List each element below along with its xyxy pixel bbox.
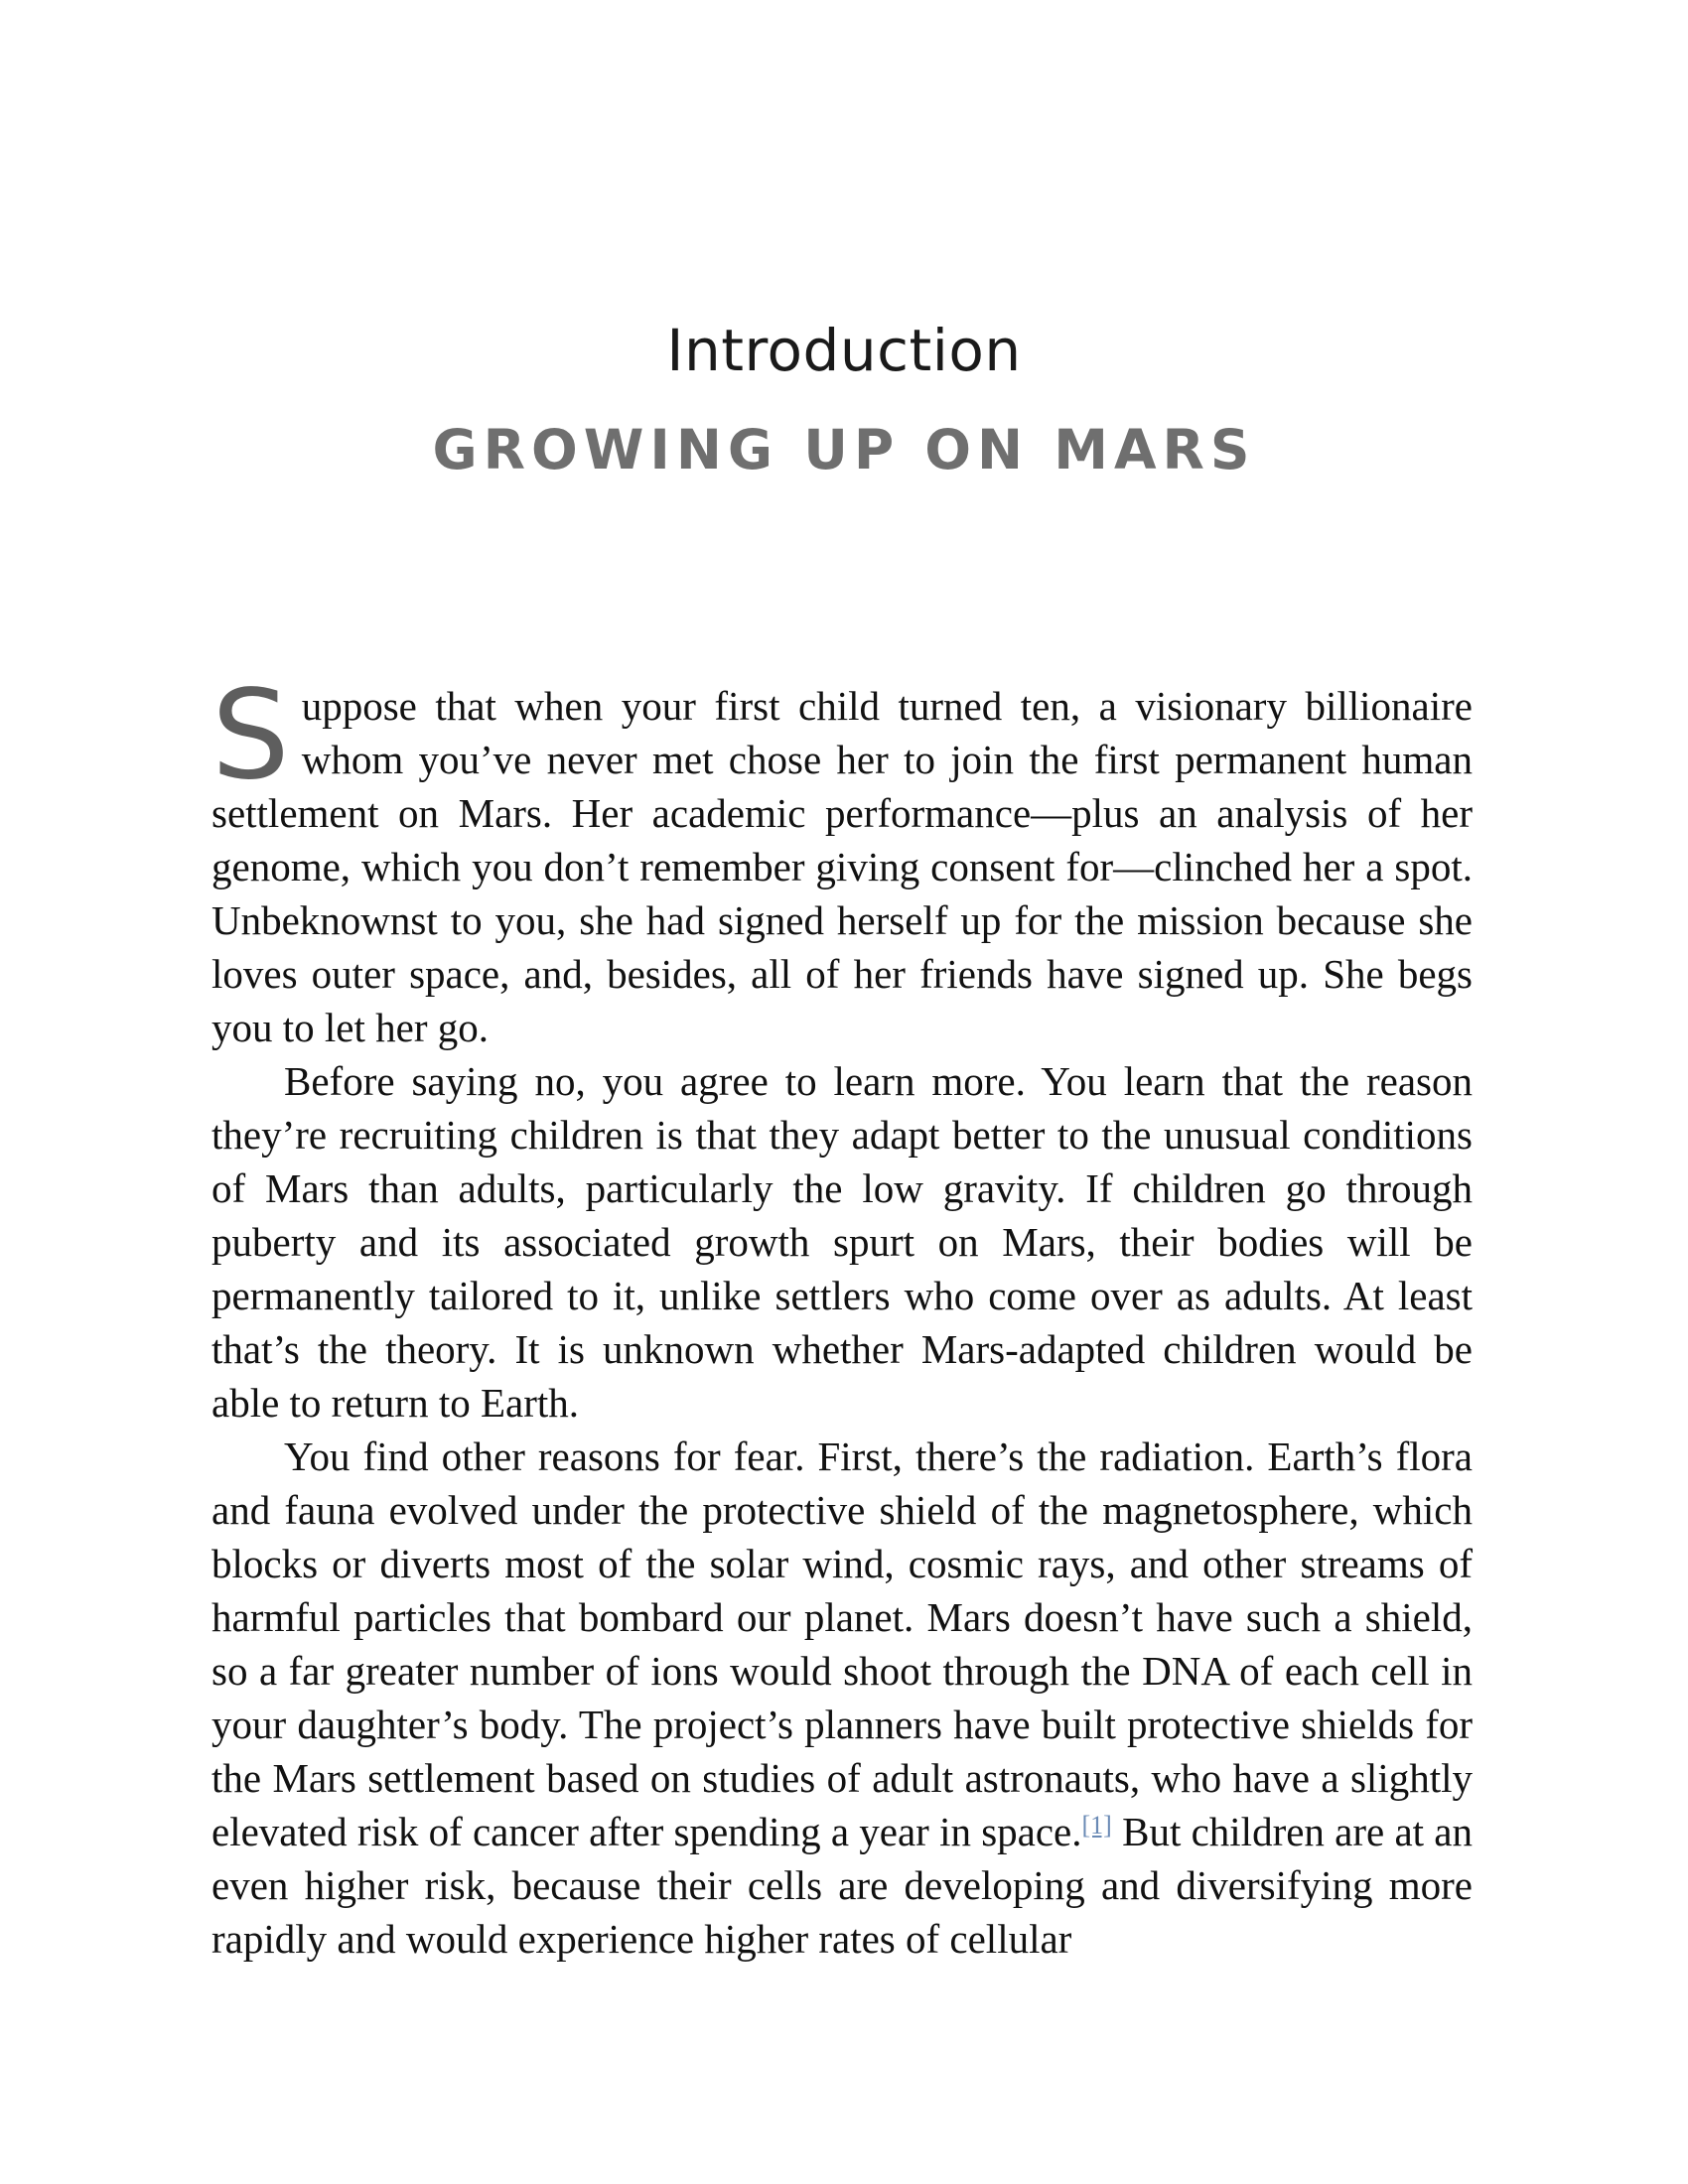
chapter-label: Introduction xyxy=(666,317,1022,384)
paragraph-1-text: uppose that when your first child turned ten, a visionary billionaire whom you’ve never met chose her to join the first permanent human settlement on Mars. Her academic performance—plus an analysis of her genome, which you don’t remember giving consent for—clinched her a spot. Unbeknownst to you, she had signed herself up for the mission because she loves outer space, and, besides, all of her friends have signed up. She begs you to let her go. xyxy=(211,683,1473,1050)
paragraph-3 xyxy=(211,1430,1473,1966)
body-text xyxy=(211,664,1474,1966)
paragraph-1 xyxy=(211,664,1473,1054)
footnote-link-1[interactable]: [1] xyxy=(1081,1811,1112,1840)
paragraph-2: Before saying no, you agree to learn more. You learn that the reason they’re recruiting children is that they adapt better to the unusual conditions of Mars than adults, particularly the low gravity. If children go through puberty and its associated growth spurt on Mars, their bodies will be permanently tailored to it, unlike settlers who come over as adults. At least that’s the theory. It is unknown whether Mars-adapted children would be able to return to Earth. xyxy=(211,1058,1473,1426)
paragraph-3-text-b: But children are at an even higher risk, because their cells are developing and diversifying more rapidly and would experience higher rates of cellular xyxy=(211,1809,1474,1962)
paragraph-3-text-a: You find other reasons for fear. First, there’s the radiation. Earth’s flora and fauna evolved under the protective shield of the magnetosphere, which blocks or diverts most of the solar wind, cosmic rays, and other streams of harmful particles that bombard our planet. Mars doesn’t have such a shield, so a far greater number of ions would shoot through the DNA of each cell in your daughter’s body. The project’s planners have built protective shields for the Mars settlement based on studies of adult astronauts, who have a slightly elevated risk of cancer after spending a year in space. xyxy=(211,1433,1473,1854)
drop-cap: S xyxy=(211,664,290,807)
chapter-title: GROWING UP ON MARS xyxy=(432,418,1256,481)
